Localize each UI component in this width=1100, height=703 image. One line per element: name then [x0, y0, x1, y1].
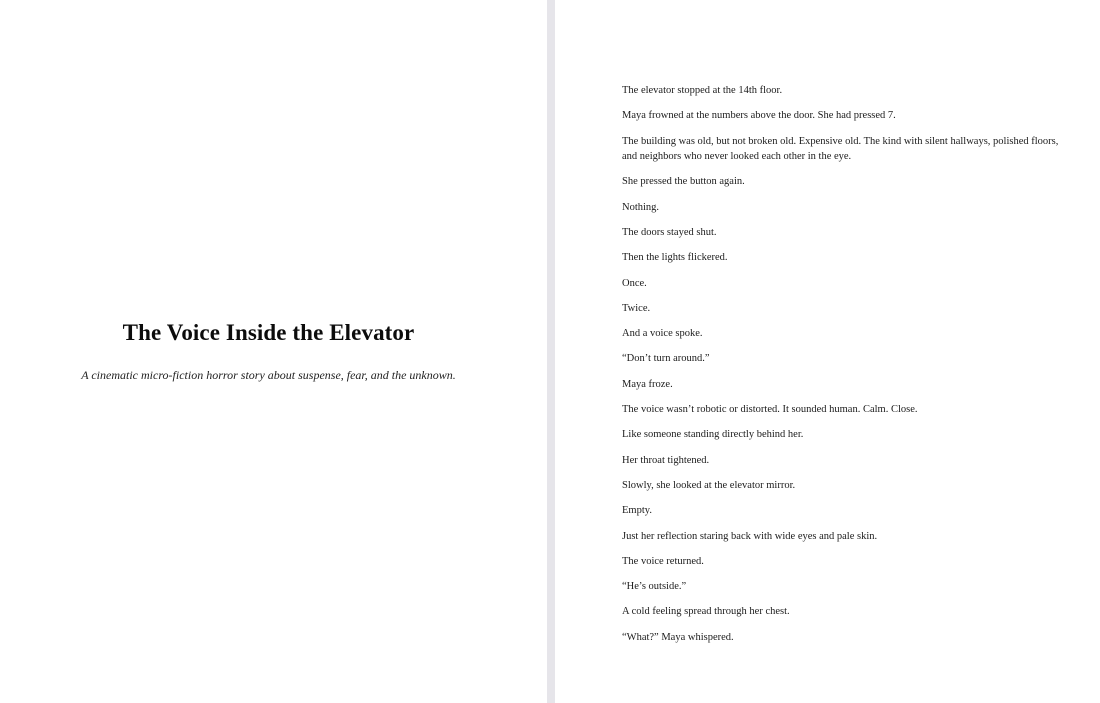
- story-paragraph: Just her reflection staring back with wide eyes and pale skin.: [622, 530, 878, 542]
- story-paragraph: Nothing.: [622, 201, 660, 213]
- story-paragraph: Empty.: [622, 505, 652, 517]
- story-paragraph: The building was old, but not broken old. Expensive old. The kind with silent hallways, polished floors, and neighbors who never looked each other in the eye.: [622, 135, 1059, 163]
- story-paragraph: She pressed the button again.: [622, 176, 745, 188]
- story-title: The Voice Inside the Elevator: [122, 320, 415, 345]
- story-paragraph: The voice returned.: [622, 555, 704, 567]
- story-paragraph: Then the lights flickered.: [622, 252, 728, 264]
- story-paragraph: Once.: [622, 277, 647, 289]
- title-page: [0, 0, 547, 703]
- story-paragraph: A cold feeling spread through her chest.: [622, 606, 790, 618]
- story-paragraph: Her throat tightened.: [622, 454, 710, 466]
- story-body: [622, 83, 1062, 655]
- story-paragraph: Twice.: [622, 302, 651, 314]
- story-paragraph: Maya froze.: [622, 378, 673, 390]
- story-paragraph: Like someone standing directly behind her.: [622, 429, 804, 441]
- story-paragraph: “He’s outside.”: [622, 581, 687, 593]
- story-paragraph: “Don’t turn around.”: [622, 353, 710, 365]
- page-gutter: [547, 0, 555, 703]
- story-subtitle: A cinematic micro-fiction horror story about suspense, fear, and the unknown.: [81, 368, 456, 382]
- story-paragraph: The doors stayed shut.: [622, 226, 717, 238]
- story-paragraph: Slowly, she looked at the elevator mirror.: [622, 479, 796, 491]
- story-paragraph: Maya frowned at the numbers above the door. She had pressed 7.: [622, 110, 896, 122]
- story-page: [555, 0, 1100, 703]
- story-paragraph: The voice wasn’t robotic or distorted. It sounded human. Calm. Close.: [622, 404, 918, 416]
- story-paragraph: And a voice spoke.: [622, 328, 703, 340]
- story-paragraph: “What?” Maya whispered.: [622, 631, 734, 643]
- story-paragraph: The elevator stopped at the 14th floor.: [622, 85, 783, 96]
